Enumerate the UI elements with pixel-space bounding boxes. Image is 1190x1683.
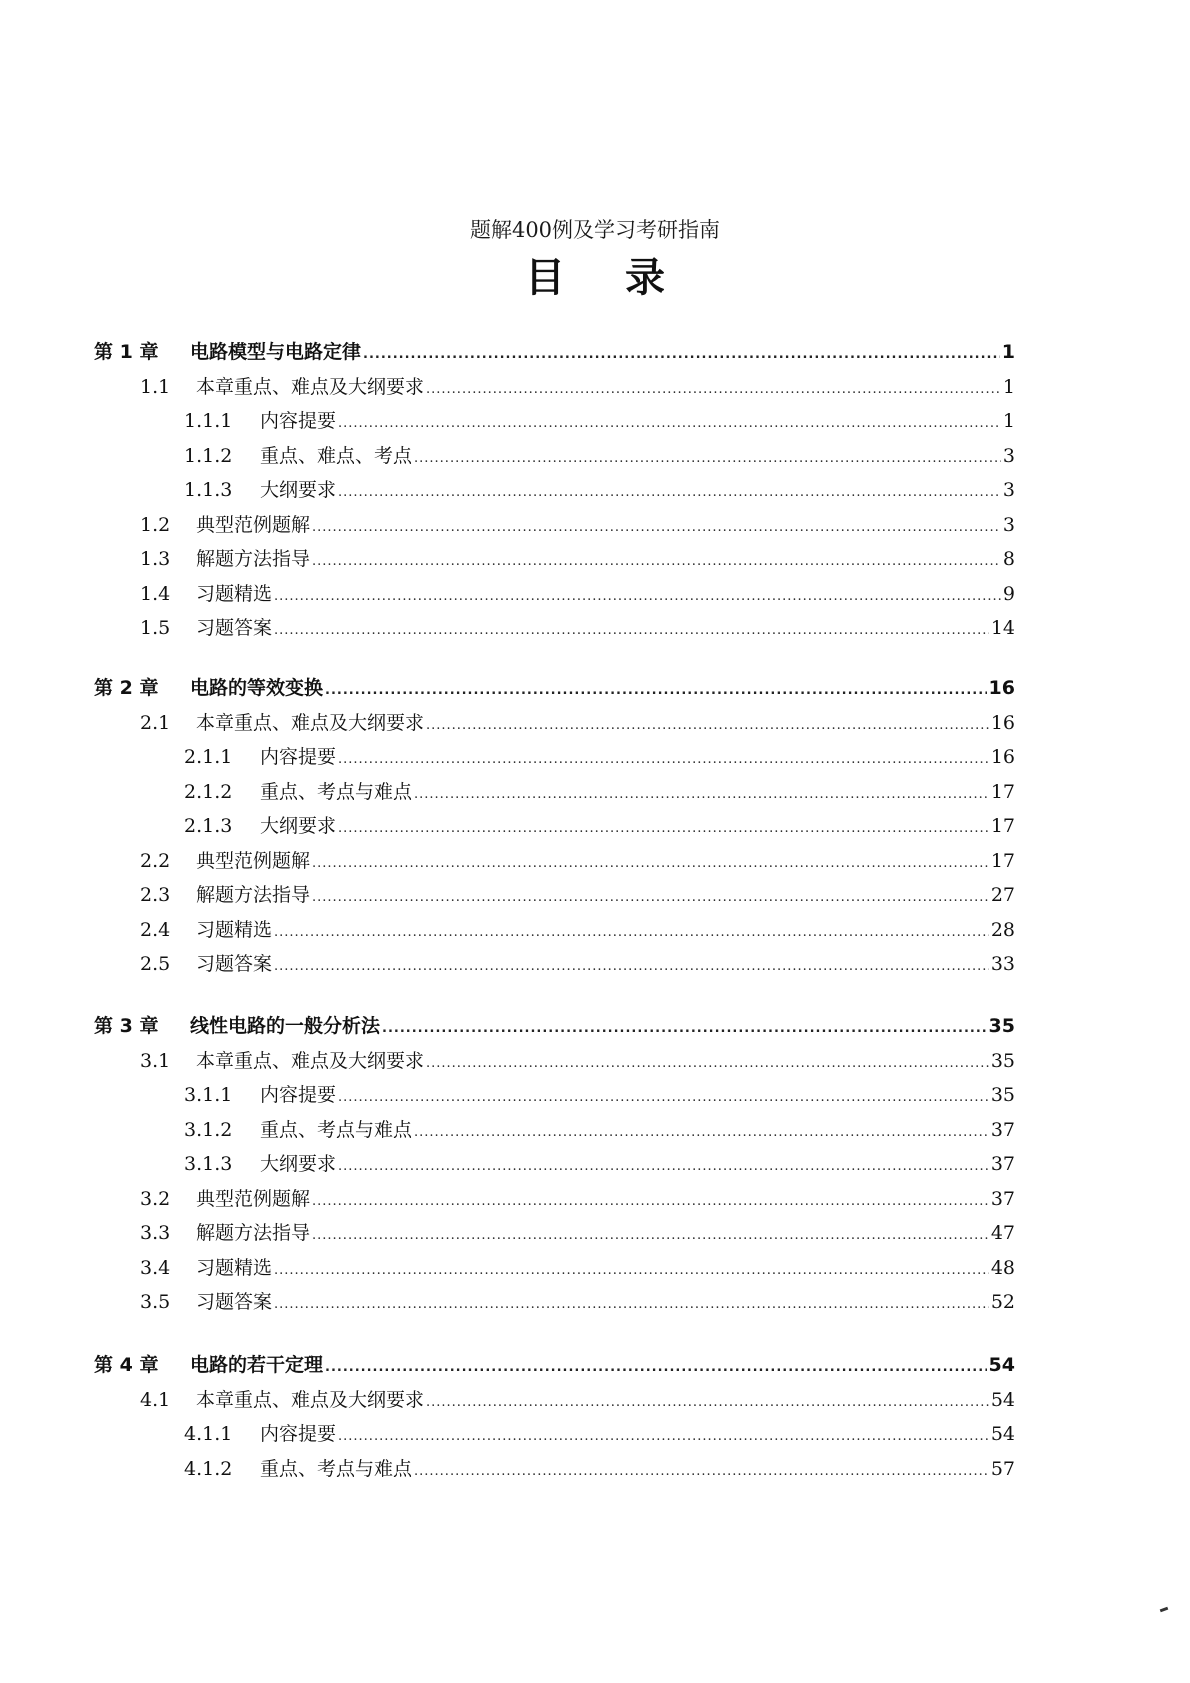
toc-subsection-row[interactable] xyxy=(184,1149,1015,1179)
toc-dot-leader xyxy=(312,547,1001,577)
toc-dot-leader xyxy=(274,582,1001,612)
toc-number: 3.1 xyxy=(140,1049,171,1072)
toc-title: 习题精选 xyxy=(196,918,273,941)
toc-section-row[interactable] xyxy=(140,1184,1015,1214)
toc-dot-leader xyxy=(274,952,989,982)
toc-number: 2.1.3 xyxy=(184,815,233,837)
toc-number: 3.1.3 xyxy=(184,1153,233,1175)
toc-chapter-row[interactable] xyxy=(94,1011,1015,1041)
toc-number: 3.1.1 xyxy=(184,1084,233,1106)
toc-section-row[interactable] xyxy=(140,1218,1015,1248)
toc-title: 解题方法指导 xyxy=(196,1222,311,1244)
toc-title: 典型范例题解 xyxy=(196,849,311,872)
page-title: 目录 xyxy=(525,255,725,301)
toc-dot-leader xyxy=(312,849,989,879)
toc-title: 内容提要 xyxy=(260,410,337,432)
toc-page-number: 1 xyxy=(1002,410,1015,432)
toc-number: 4.1.2 xyxy=(184,1457,233,1480)
toc-section-row[interactable] xyxy=(140,846,1015,876)
toc-subsection-row[interactable] xyxy=(184,475,1015,505)
toc-page-number: 35 xyxy=(990,1084,1015,1106)
toc-page-number: 16 xyxy=(990,746,1015,768)
toc-page-number: 8 xyxy=(1002,548,1015,570)
toc-title: 习题精选 xyxy=(196,582,273,605)
toc-title: 大纲要求 xyxy=(260,1153,337,1175)
toc-section-row[interactable] xyxy=(140,880,1015,910)
toc-dot-leader xyxy=(414,1118,989,1148)
toc-dot-leader xyxy=(338,409,1001,439)
toc-title: 内容提要 xyxy=(260,1423,337,1445)
toc-page-number: 52 xyxy=(990,1291,1015,1313)
toc-page-number: 47 xyxy=(990,1222,1015,1244)
toc-dot-leader xyxy=(274,918,989,948)
toc-title: 重点、考点与难点 xyxy=(260,1457,413,1480)
toc-section-row[interactable] xyxy=(140,372,1015,402)
toc-subsection-row[interactable] xyxy=(184,406,1015,436)
toc-number: 第 1 章 xyxy=(94,341,159,363)
toc-title: 习题答案 xyxy=(196,953,273,975)
toc-section-row[interactable] xyxy=(140,510,1015,540)
toc-title: 典型范例题解 xyxy=(196,513,311,536)
toc-page-number: 17 xyxy=(990,780,1015,803)
toc-page-number: 54 xyxy=(990,1388,1015,1411)
toc-page-number: 54 xyxy=(988,1354,1015,1376)
toc-page-number: 28 xyxy=(990,918,1015,941)
toc-number: 1.2 xyxy=(140,513,171,536)
toc-title: 习题答案 xyxy=(196,1291,273,1313)
toc-dot-leader xyxy=(382,1014,987,1044)
toc-subsection-row[interactable] xyxy=(184,1115,1015,1145)
toc-page-number: 14 xyxy=(990,617,1015,639)
toc-page-number: 35 xyxy=(988,1015,1015,1037)
toc-number: 3.1.2 xyxy=(184,1118,233,1141)
toc-page-number: 33 xyxy=(990,953,1015,975)
toc-dot-leader xyxy=(312,1221,989,1251)
toc-page-number: 3 xyxy=(1002,479,1015,501)
toc-number: 2.1 xyxy=(140,711,171,734)
toc-number: 1.5 xyxy=(140,617,171,639)
toc-page-number: 57 xyxy=(990,1457,1015,1480)
book-subtitle: 题解400例及学习考研指南 xyxy=(469,218,721,242)
toc-dot-leader xyxy=(338,478,1001,508)
toc-number: 2.1.2 xyxy=(184,780,233,803)
toc-number: 第 4 章 xyxy=(94,1354,159,1376)
toc-title: 本章重点、难点及大纲要求 xyxy=(196,1049,425,1072)
toc-subsection-row[interactable] xyxy=(184,1419,1015,1449)
toc-dot-leader xyxy=(414,444,1001,474)
toc-page-number: 27 xyxy=(990,884,1015,906)
toc-title: 解题方法指导 xyxy=(196,548,311,570)
toc-dot-leader xyxy=(414,780,989,810)
toc-number: 2.5 xyxy=(140,953,171,975)
toc-page-number: 37 xyxy=(990,1187,1015,1210)
toc-number: 2.1.1 xyxy=(184,746,233,768)
toc-page-number: 9 xyxy=(1002,582,1015,605)
toc-number: 3.3 xyxy=(140,1222,171,1244)
toc-subsection-row[interactable] xyxy=(184,777,1015,807)
toc-section-row[interactable] xyxy=(140,1253,1015,1283)
toc-title: 电路模型与电路定律 xyxy=(190,341,362,363)
toc-number: 第 2 章 xyxy=(94,677,159,699)
toc-section-row[interactable] xyxy=(140,915,1015,945)
toc-title: 内容提要 xyxy=(260,746,337,768)
toc-number: 第 3 章 xyxy=(94,1015,159,1037)
toc-dot-leader xyxy=(414,1457,989,1487)
toc-dot-leader xyxy=(325,676,987,706)
toc-page-number: 3 xyxy=(1002,444,1015,467)
toc-dot-leader xyxy=(325,1353,987,1383)
toc-dot-leader xyxy=(312,1187,989,1217)
toc-dot-leader xyxy=(338,1152,989,1182)
toc-title: 习题答案 xyxy=(196,617,273,639)
toc-title: 电路的等效变换 xyxy=(190,677,324,699)
toc-title: 本章重点、难点及大纲要求 xyxy=(196,711,425,734)
toc-dot-leader xyxy=(363,340,1000,370)
toc-section-row[interactable] xyxy=(140,1385,1015,1415)
toc-dot-leader xyxy=(312,513,1001,543)
toc-number: 1.1.2 xyxy=(184,444,233,467)
toc-title: 解题方法指导 xyxy=(196,884,311,906)
toc-title: 重点、难点、考点 xyxy=(260,444,413,467)
toc-section-row[interactable] xyxy=(140,579,1015,609)
toc-title: 电路的若干定理 xyxy=(190,1354,324,1376)
toc-chapter-row[interactable] xyxy=(94,337,1015,367)
toc-chapter-row[interactable] xyxy=(94,673,1015,703)
toc-dot-leader xyxy=(338,1083,989,1113)
toc-chapter-row[interactable] xyxy=(94,1350,1015,1380)
toc-page-number: 17 xyxy=(990,815,1015,837)
toc-dot-leader xyxy=(274,1256,989,1286)
toc-number: 4.1 xyxy=(140,1388,171,1411)
toc-dot-leader xyxy=(338,1422,989,1452)
toc-title: 本章重点、难点及大纲要求 xyxy=(196,375,425,398)
toc-section-row[interactable] xyxy=(140,1287,1015,1317)
toc-title: 重点、考点与难点 xyxy=(260,1118,413,1141)
toc-subsection-row[interactable] xyxy=(184,811,1015,841)
toc-page-number: 3 xyxy=(1002,513,1015,536)
toc-number: 1.1.3 xyxy=(184,479,233,501)
toc-dot-leader xyxy=(426,1388,989,1418)
toc-title: 内容提要 xyxy=(260,1084,337,1106)
toc-number: 2.4 xyxy=(140,918,171,941)
toc-number: 3.5 xyxy=(140,1291,171,1313)
toc-title: 线性电路的一般分析法 xyxy=(190,1015,381,1037)
toc-number: 4.1.1 xyxy=(184,1423,233,1445)
toc-dot-leader xyxy=(426,375,1001,405)
toc-number: 1.3 xyxy=(140,548,171,570)
toc-title: 大纲要求 xyxy=(260,815,337,837)
toc-title: 大纲要求 xyxy=(260,479,337,501)
toc-number: 3.2 xyxy=(140,1187,171,1210)
toc-page-number: 48 xyxy=(990,1256,1015,1279)
toc-subsection-row[interactable] xyxy=(184,441,1015,471)
toc-title: 重点、考点与难点 xyxy=(260,780,413,803)
toc-number: 1.1.1 xyxy=(184,410,233,432)
toc-page-number: 16 xyxy=(988,677,1015,699)
toc-number: 3.4 xyxy=(140,1256,171,1279)
toc-subsection-row[interactable] xyxy=(184,1454,1015,1484)
toc-page-number: 1 xyxy=(1001,341,1015,363)
toc-number: 1.4 xyxy=(140,582,171,605)
toc-section-row[interactable] xyxy=(140,949,1015,979)
toc-page-number: 37 xyxy=(990,1153,1015,1175)
toc-title: 本章重点、难点及大纲要求 xyxy=(196,1388,425,1411)
toc-page-number: 1 xyxy=(1002,375,1015,398)
toc-dot-leader xyxy=(426,711,989,741)
toc-subsection-row[interactable] xyxy=(184,742,1015,772)
toc-page-number: 17 xyxy=(990,849,1015,872)
toc-dot-leader xyxy=(312,883,989,913)
toc-number: 1.1 xyxy=(140,375,171,398)
toc-dot-leader xyxy=(338,745,989,775)
toc-dot-leader xyxy=(274,616,989,646)
toc-page-number: 37 xyxy=(990,1118,1015,1141)
toc-title: 典型范例题解 xyxy=(196,1187,311,1210)
toc-subsection-row[interactable] xyxy=(184,1080,1015,1110)
toc-number: 2.2 xyxy=(140,849,171,872)
toc-section-row[interactable] xyxy=(140,544,1015,574)
toc-number: 2.3 xyxy=(140,884,171,906)
toc-page-number: 54 xyxy=(990,1423,1015,1445)
toc-title: 习题精选 xyxy=(196,1256,273,1279)
toc-section-row[interactable] xyxy=(140,613,1015,643)
toc-dot-leader xyxy=(426,1049,989,1079)
toc-section-row[interactable] xyxy=(140,708,1015,738)
toc-dot-leader xyxy=(274,1290,989,1320)
toc-page-number: 16 xyxy=(990,711,1015,734)
toc-dot-leader xyxy=(338,814,989,844)
toc-section-row[interactable] xyxy=(140,1046,1015,1076)
toc-page-number: 35 xyxy=(990,1049,1015,1072)
